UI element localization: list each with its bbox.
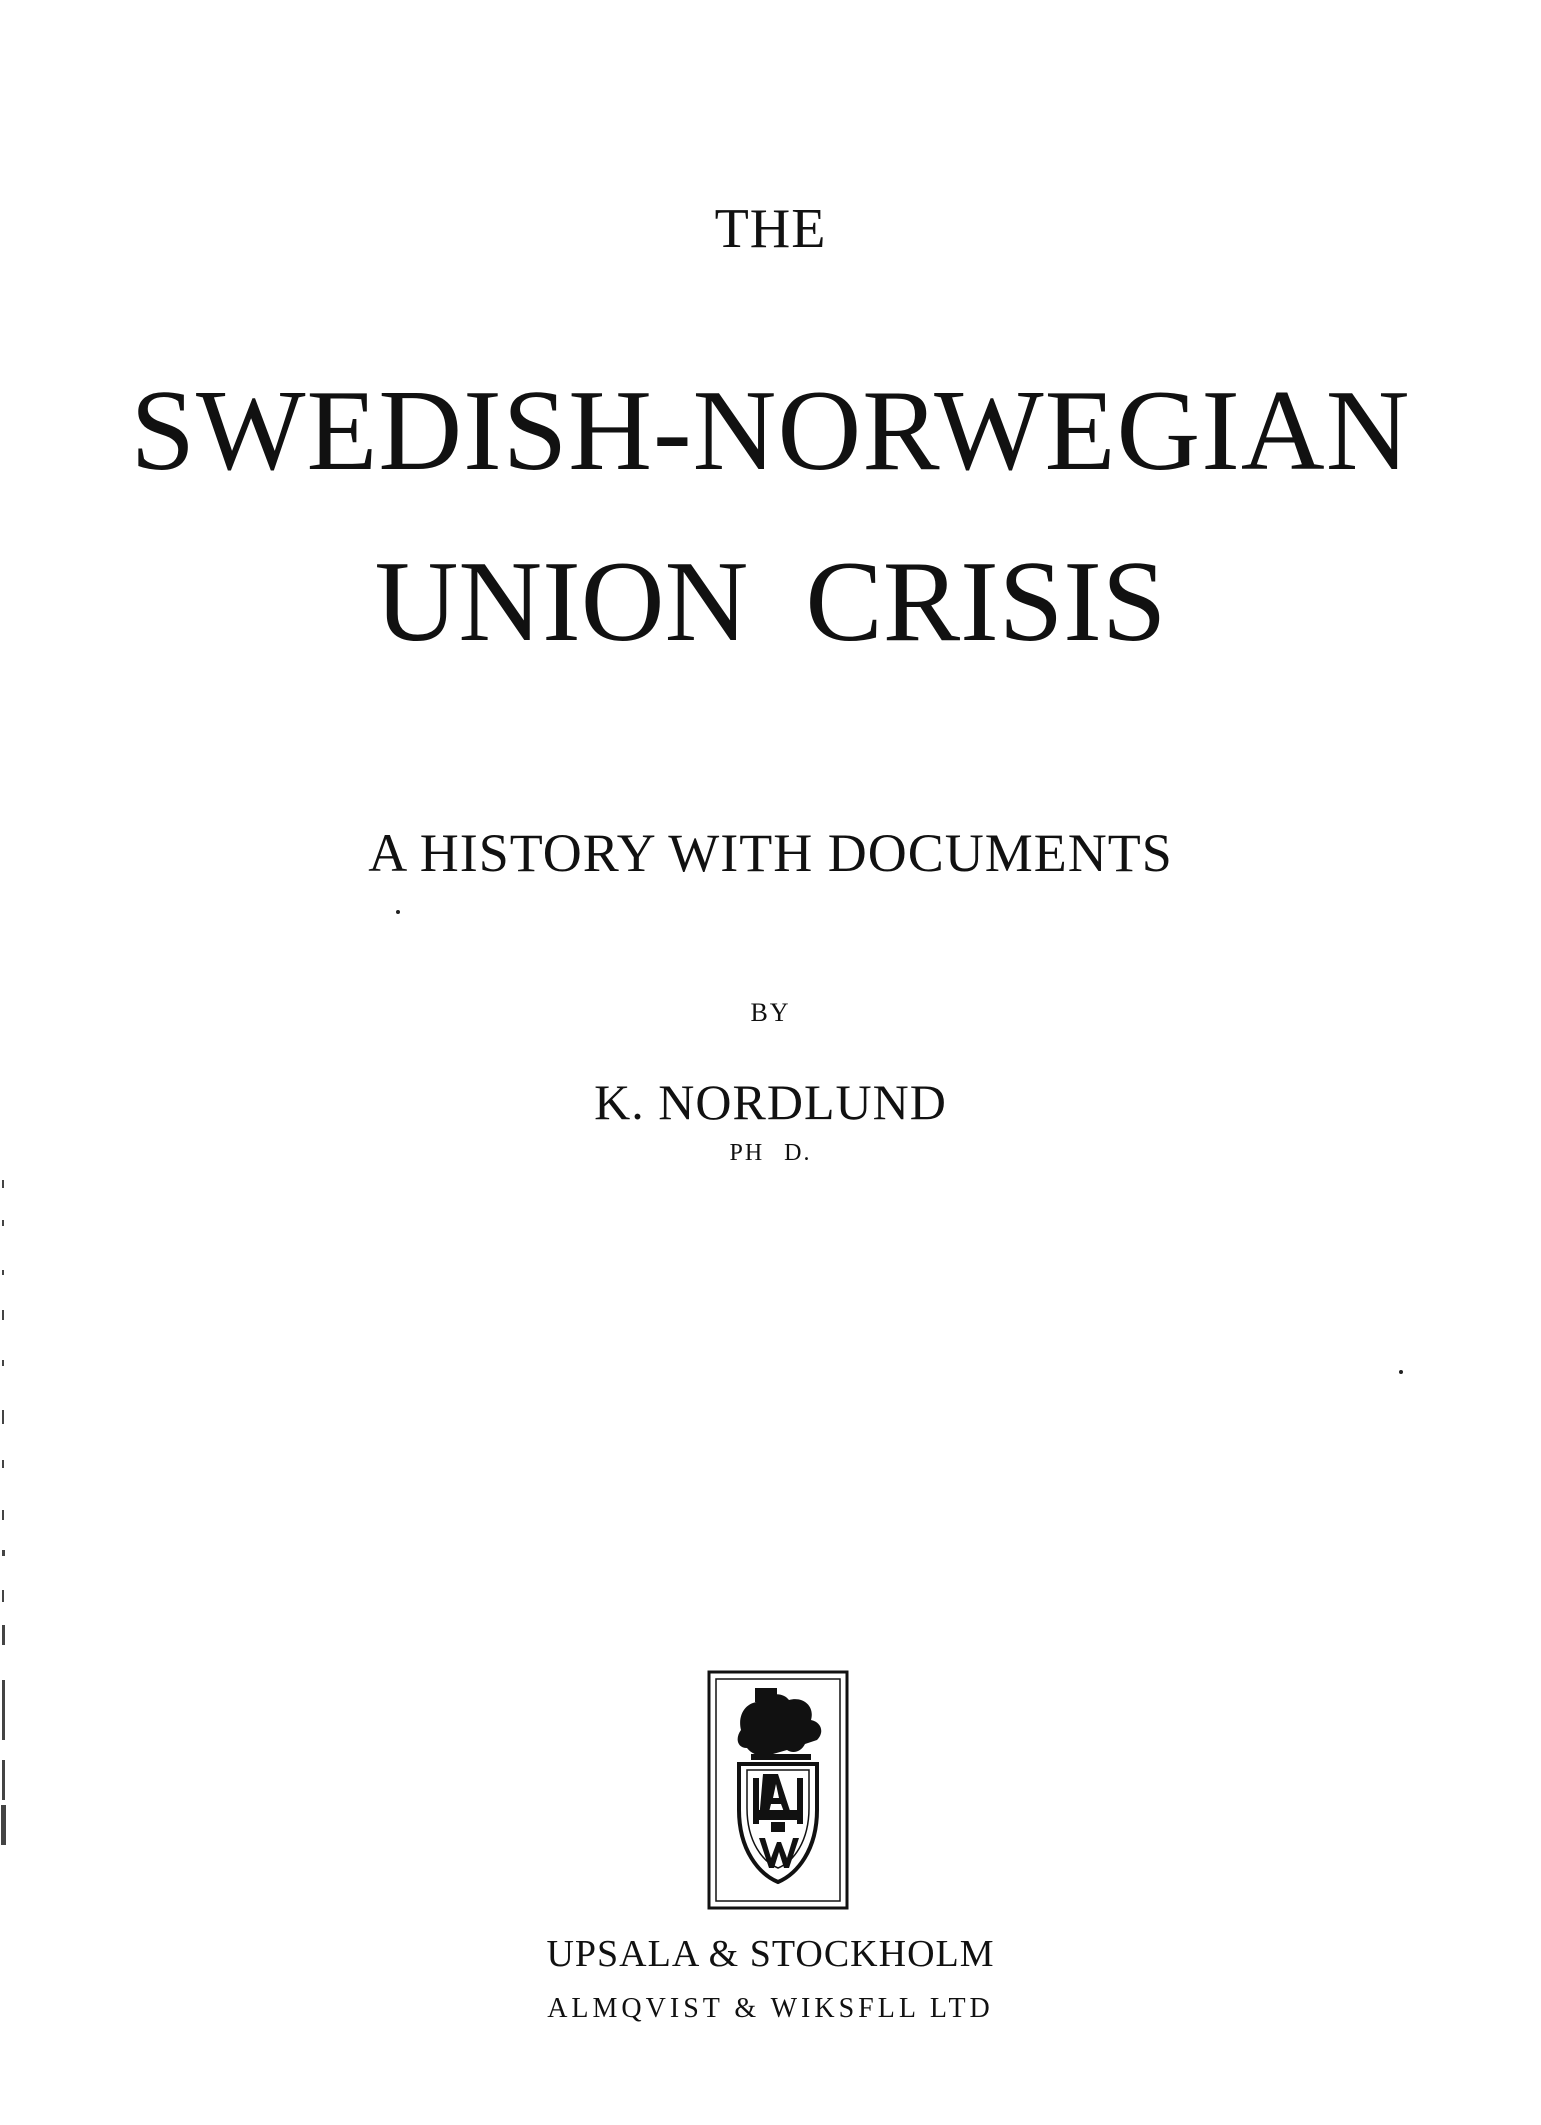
byline-label: BY	[750, 998, 791, 1027]
ink-speck	[1399, 1370, 1403, 1374]
author-degree: PH D.	[729, 1140, 812, 1166]
title-line-1: SWEDISH-NORWEGIAN	[130, 366, 1411, 495]
ink-speck	[396, 910, 400, 914]
publisher-device-icon	[707, 1670, 849, 1910]
title-article: THE	[714, 197, 827, 260]
author-name: K. NORDLUND	[594, 1074, 947, 1130]
publication-place: UPSALA & STOCKHOLM	[546, 1933, 995, 1975]
subtitle: A HISTORY WITH DOCUMENTS	[368, 822, 1173, 883]
scan-edge-marks	[0, 1180, 10, 1860]
title-line-2: UNION CRISIS	[374, 537, 1167, 666]
publisher-name: ALMQVIST & WIKSFLL LTD	[547, 1993, 994, 2024]
